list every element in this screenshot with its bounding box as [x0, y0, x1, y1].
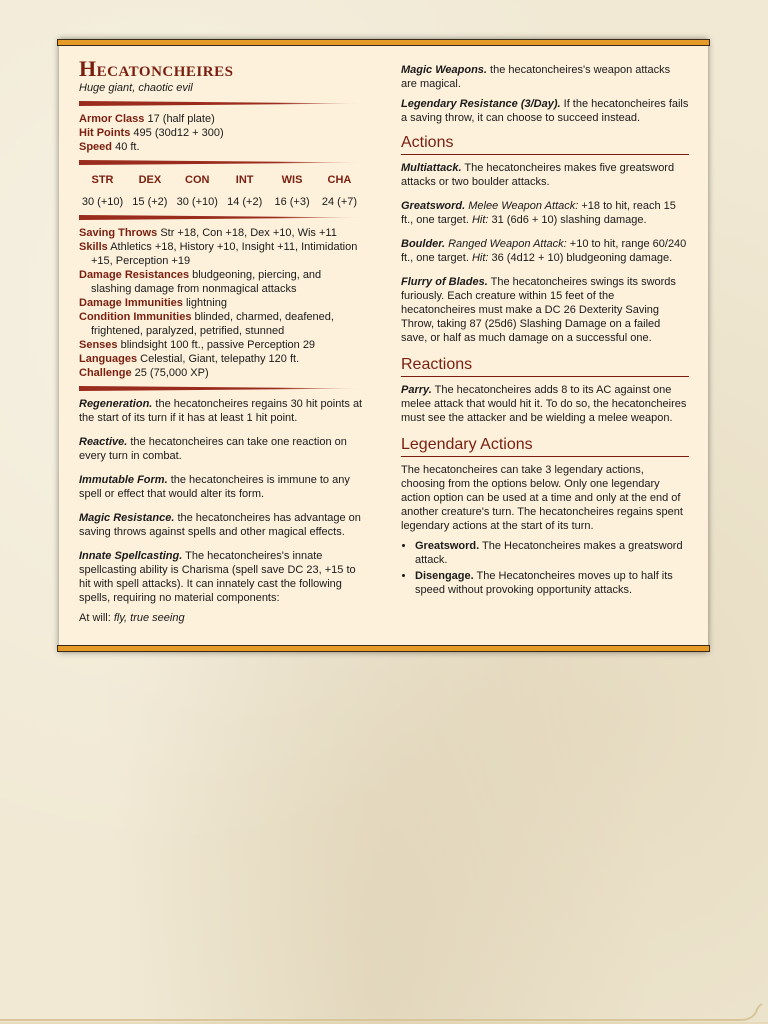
hit-points: Hit Points 495 (30d12 + 300)	[79, 127, 224, 139]
trait-reactive: Reactive. the hecatoncheires can take one reaction on every turn in combat.	[79, 436, 347, 462]
saving-throws: Saving Throws Str +18, Con +18, Dex +10, Wis +11	[79, 227, 337, 239]
trait-magic-resistance: Magic Resistance. the hecatoncheires has advantage on saving throws against spells and other magical effects.	[79, 512, 361, 538]
action-multiattack: Multiattack. The hecatoncheires makes five greatsword attacks or two boulder attacks.	[401, 162, 675, 188]
bottom-border-bar	[57, 645, 710, 652]
ability-con: CON 30 (+10)	[176, 174, 218, 208]
damage-resistances: Damage Resistances bludgeoning, piercing, and slashing damage from nonmagical attacks	[79, 269, 322, 295]
top-border-bar	[57, 39, 710, 46]
monster-name: Hecatoncheires	[79, 56, 234, 81]
ability-cha: CHA 24 (+7)	[321, 174, 358, 208]
divider	[79, 160, 363, 165]
trait-immutable-form: Immutable Form. the hecatoncheires is immune to any spell or effect that would alter its form.	[79, 474, 350, 500]
actions-heading: Actions	[401, 133, 689, 155]
action-boulder: Boulder. Ranged Weapon Attack: +10 to hit, range 60/240 ft., one target. Hit: 36 (4d12 + 10) bludgeoning damage.	[401, 238, 687, 264]
armor-class: Armor Class 17 (half plate)	[79, 113, 215, 125]
ability-scores	[79, 173, 363, 209]
reactions-heading: Reactions	[401, 355, 689, 377]
ability-int: INT 14 (+2)	[227, 174, 263, 208]
left-column	[79, 53, 363, 635]
legendary-actions-heading: Legendary Actions	[401, 435, 689, 457]
trait-regeneration: Regeneration. the hecatoncheires regains 30 hit points at the start of its turn if it has at least 1 hit point.	[79, 398, 363, 424]
action-greatsword: Greatsword. Melee Weapon Attack: +18 to hit, reach 15 ft., one target. Hit: 31 (6d6 + 10) slashing damage.	[401, 200, 676, 226]
page-footer-ornament	[0, 994, 768, 1024]
stat-block	[59, 39, 708, 652]
action-flurry-of-blades: Flurry of Blades. The hecatoncheires swings its swords furiously. Each creature within 15 feet of the hecatoncheires must make a DC 26 Dexterity Saving Throw, taking 87 (25d6) Slashing Damage on a failed save, or half as much damage on a successful one.	[401, 276, 676, 344]
ability-str: STR 30 (+10)	[81, 174, 124, 208]
ability-dex: DEX 15 (+2)	[132, 174, 168, 208]
at-will-spells: At will: fly, true seeing	[79, 612, 185, 624]
legendary-greatsword: • Greatsword. The Hecatoncheires makes a greatsword attack.	[415, 539, 689, 567]
damage-immunities: Damage Immunities lightning	[79, 297, 227, 309]
languages: Languages Celestial, Giant, telepathy 120 ft.	[79, 353, 300, 365]
ability-wis: WIS 16 (+3)	[274, 174, 310, 208]
divider	[79, 215, 363, 220]
reaction-parry: Parry. The hecatoncheires adds 8 to its AC against one melee attack that would hit it. To do so, the hecatoncheires must see the attacker and be wielding a melee weapon.	[401, 384, 687, 424]
divider	[79, 386, 363, 391]
legendary-intro: The hecatoncheires can take 3 legendary actions, choosing from the options below. Only one legendary action option can be used at a time and only at the end of another creature's turn. The hecatoncheires regains spent legendary actions at the start of its turn.	[401, 464, 683, 532]
trait-magic-weapons: Magic Weapons. the hecatoncheires's weapon attacks are magical.	[401, 64, 671, 90]
trait-legendary-resistance: Legendary Resistance (3/Day). If the hecatoncheires fails a saving throw, it can choose to succeed instead.	[401, 98, 689, 124]
divider	[79, 101, 363, 106]
right-column	[401, 53, 689, 599]
speed: Speed 40 ft.	[79, 141, 140, 153]
challenge: Challenge 25 (75,000 XP)	[79, 367, 209, 379]
legendary-disengage: • Disengage. The Hecatoncheires moves up to half its speed without provoking opportunity attacks.	[415, 569, 689, 597]
skills: Skills Athletics +18, History +10, Insight +11, Intimidation +15, Perception +19	[79, 241, 358, 267]
legendary-list	[401, 539, 689, 597]
senses: Senses blindsight 100 ft., passive Perception 29	[79, 339, 316, 351]
trait-innate-spellcasting: Innate Spellcasting. The hecatoncheires's innate spellcasting ability is Charisma (spell save DC 23, +15 to hit with spell attacks). It can innately cast the following spells, requiring no material components:	[79, 550, 356, 604]
monster-type: Huge giant, chaotic evil	[79, 82, 193, 94]
condition-immunities: Condition Immunities blinded, charmed, deafened, frightened, paralyzed, petrified, stunned	[79, 311, 334, 337]
